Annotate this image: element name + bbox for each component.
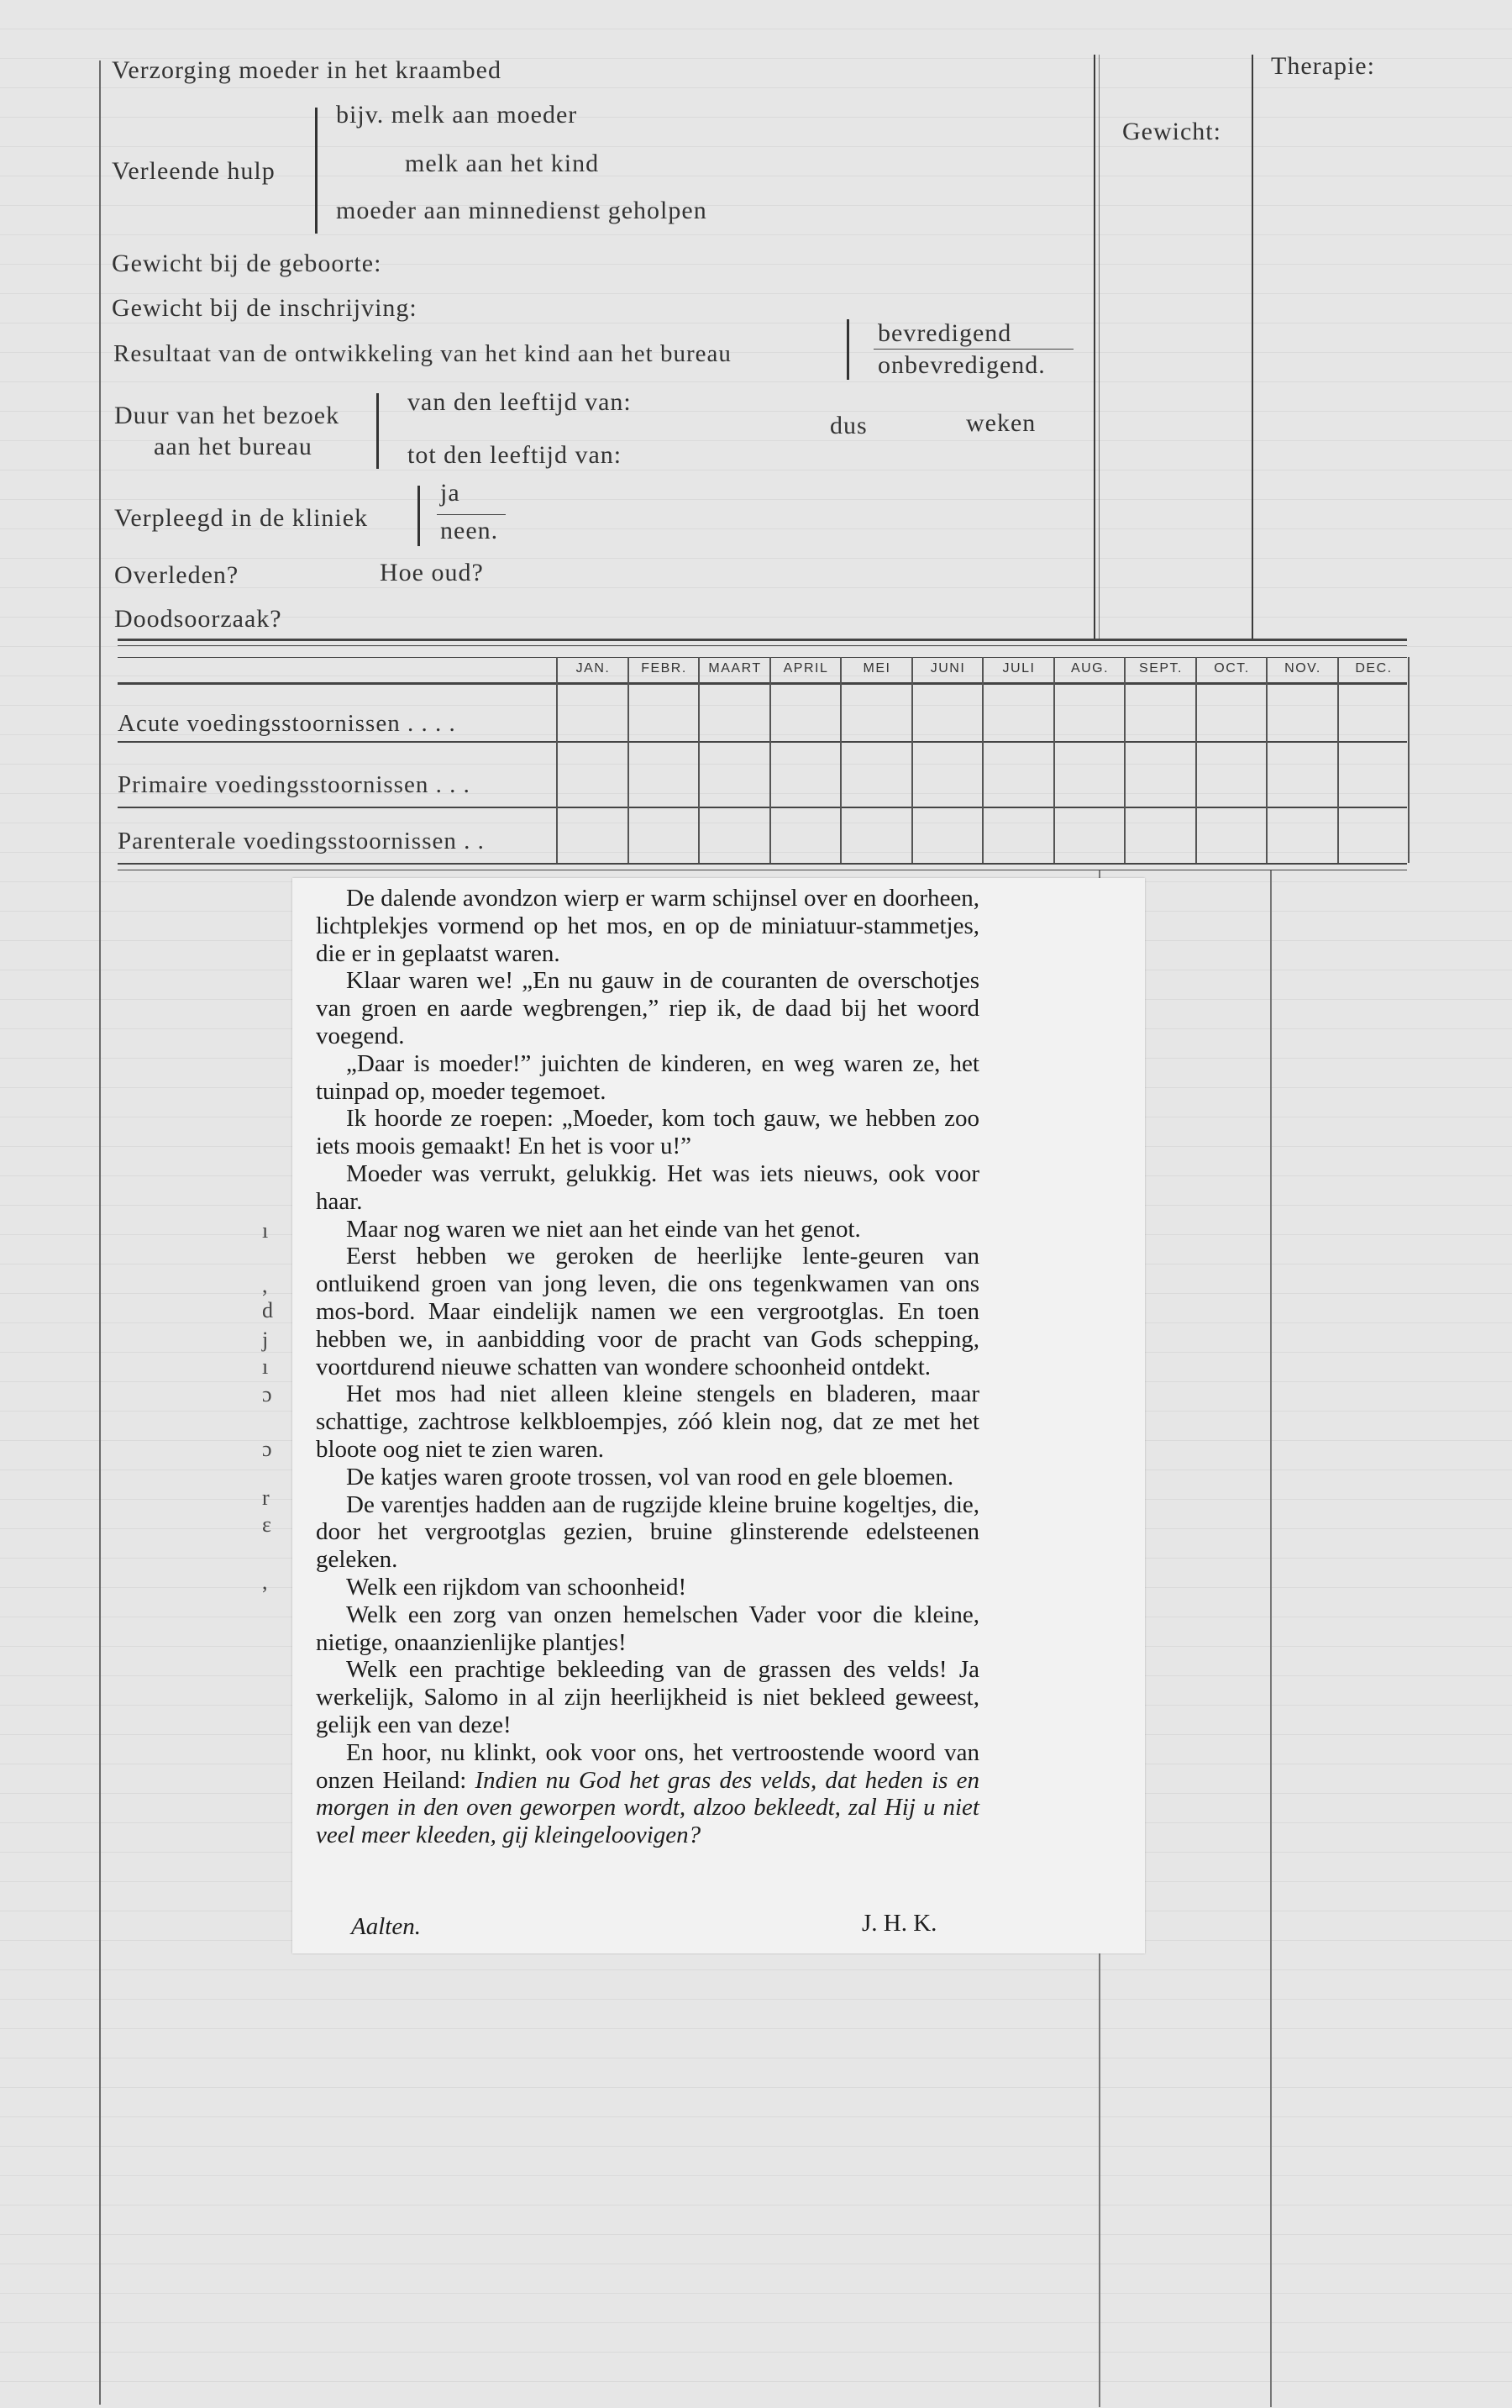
gewicht-column-header: Gewicht: (1122, 118, 1221, 145)
article-paragraph: Welk een zorg van onzen hemelschen Vader voor die kleine, nietige, onaanzienlijke plantjes! (316, 1601, 979, 1656)
duur-brace (376, 393, 379, 469)
month-header-2: FEBR. (641, 661, 687, 676)
margin-mark: r (262, 1485, 270, 1510)
article-last-italic: Indien nu God het gras des velds, dat heden is en morgen in den oven geworpen wordt, alzoo bekleedt, zal Hij u niet veel meer kleeden, gij kleingeloovigen? (316, 1766, 979, 1849)
article-paragraph: Het mos had niet alleen kleine stengels en bladeren, maar schattige, zachtrose kelkbloempjes, zóó klein nog, dat ze met het bloote oog niet te zien waren. (316, 1380, 979, 1463)
row-rule-2 (118, 807, 1407, 808)
month-header-3: MAART (708, 661, 762, 676)
month-column-rule (1195, 657, 1197, 863)
weken-label: weken (966, 409, 1037, 437)
article-signature: J. H. K. (862, 1910, 937, 1937)
overleden-label: Overleden? (114, 561, 239, 589)
hulp-brace (315, 108, 318, 234)
therapie-column-rule (1252, 55, 1253, 639)
verpleegd-option-ja: ja (440, 479, 460, 507)
table-row-primaire: Primaire voedingsstoornissen . . . (118, 771, 470, 798)
month-column-rule (1053, 657, 1055, 863)
month-header-6: JUNI (930, 661, 966, 676)
verpleegd-label: Verpleegd in de kliniek (114, 504, 369, 532)
article-text (316, 885, 979, 1849)
month-column-rule (698, 657, 700, 863)
table-top-rule (118, 639, 1407, 641)
article-paragraph: De katjes waren groote trossen, vol van rood en gele bloemen. (346, 1463, 954, 1491)
tot-leeftijd-label: tot den leeftijd van: (407, 441, 622, 469)
month-header-11: NOV. (1284, 661, 1321, 676)
month-header-5: MEI (863, 661, 891, 676)
article-paragraph: Welk een rijkdom van schoonheid! (346, 1573, 687, 1601)
article-paragraph: Welk een prachtige bekleeding van de grassen des velds! Ja werkelijk, Salomo in al zijn heerlijkheid is niet bekleed geweest, gelijk een van deze! (316, 1656, 979, 1738)
month-column-rule (840, 657, 842, 863)
article-paragraph: Eerst hebben we geroken de heerlijke lente-geuren van ontluikend groen van jong leven, die ons tegenkwamen van ons mos-bord. Maar eindelijk namen we een vergrootglas. En toen hebben we, in aanbidding voor de pracht van Gods schepping, voortdurend nieuwe schatten van wondere schoonheid ontdekt. (316, 1243, 979, 1380)
article-place: Aalten. (351, 1913, 421, 1940)
dus-label: dus (830, 412, 868, 439)
margin-mark: , (262, 1569, 268, 1594)
row-rule-1 (118, 741, 1407, 743)
verpleegd-brace (417, 486, 420, 546)
month-header-9: SEPT. (1139, 661, 1183, 676)
article-paragraph-last (316, 1739, 979, 1849)
verpleegd-divider (437, 514, 506, 515)
article-paragraph: „Daar is moeder!” juichten de kinderen, en weg waren ze, het tuinpad op, moeder tegemoet. (316, 1049, 979, 1105)
resultaat-brace (847, 319, 849, 380)
resultaat-label: Resultaat van de ontwikkeling van het kind aan het bureau (113, 340, 732, 367)
month-header-7: JULI (1002, 661, 1036, 676)
lower-rule-right (1270, 870, 1272, 2407)
hulp-option-2: melk aan het kind (405, 150, 600, 177)
article-paragraph: Moeder was verrukt, gelukkig. Het was iets nieuws, ook voor haar. (316, 1159, 979, 1215)
margin-mark: j (262, 1328, 269, 1352)
margin-mark: ı (262, 1218, 269, 1243)
month-column-rule (769, 657, 771, 863)
month-header-4: APRIL (783, 661, 829, 676)
month-column-rule (1337, 657, 1339, 863)
doodsoorzaak-label: Doodsoorzaak? (114, 605, 282, 633)
gewicht-column-rule-left (1094, 55, 1095, 639)
month-header-1: JAN. (575, 661, 611, 676)
article-last-plain: En hoor, nu klinkt, ook voor ons, het vertroostende woord van onzen Heiland: (316, 1738, 979, 1794)
month-header-10: OCT. (1214, 661, 1250, 676)
table-row-parenterale: Parenterale voedingsstoornissen . . (118, 828, 485, 854)
margin-mark: , (262, 1273, 268, 1297)
margin-mark: ɔ (262, 1437, 272, 1461)
month-column-rule (627, 657, 629, 863)
van-leeftijd-label: van den leeftijd van: (407, 388, 632, 416)
verpleegd-option-neen: neen. (440, 517, 499, 544)
month-column-rule (556, 657, 558, 863)
table-top-rule-2 (118, 645, 1407, 646)
margin-mark: d (262, 1298, 273, 1322)
table-header-rule (118, 657, 1407, 658)
article-paragraph: De dalende avondzon wierp er warm schijnsel over en doorheen, lichtplekjes vormend op het mos, en op de miniatuur-stammetjes, die er in geplaatst waren. (316, 885, 979, 967)
row-rule-3 (118, 863, 1407, 865)
article-paragraph: Ik hoorde ze roepen: „Moeder, kom toch gauw, we hebben zoo iets moois gemaakt! En het is voor u!” (316, 1105, 979, 1160)
article-paragraph: Klaar waren we! „En nu gauw in de couranten de overschotjes van groen en aarde wegbrengen,” riep ik, de daad bij het woord voegend. (316, 967, 979, 1049)
month-column-rule (982, 657, 984, 863)
resultaat-divider (874, 349, 1074, 350)
therapie-column-header: Therapie: (1271, 52, 1375, 80)
hulp-option-3: moeder aan minnedienst geholpen (336, 197, 707, 224)
table-header-bottom-rule (118, 682, 1407, 685)
verleende-hulp-label: Verleende hulp (112, 157, 276, 185)
gewicht-inschrijving-label: Gewicht bij de inschrijving: (112, 294, 417, 322)
margin-mark: ɔ (262, 1382, 272, 1406)
duur-label-2: aan het bureau (154, 433, 312, 460)
gewicht-geboorte-label: Gewicht bij de geboorte: (112, 250, 382, 277)
month-header-12: DEC. (1355, 661, 1393, 676)
month-column-rule (1408, 657, 1410, 863)
hulp-option-1: bijv. melk aan moeder (336, 101, 578, 129)
resultaat-option-1: bevredigend (878, 319, 1012, 347)
month-header-8: AUG. (1070, 661, 1110, 676)
month-column-rule (1124, 657, 1126, 863)
left-margin-rule (99, 60, 101, 2405)
table-row-acute: Acute voedingsstoornissen . . . . (118, 710, 456, 737)
duur-label-1: Duur van het bezoek (114, 402, 340, 429)
margin-mark: ɛ (262, 1512, 271, 1537)
gewicht-column-rule-left-2 (1099, 55, 1100, 639)
article-paragraph: De varentjes hadden aan de rugzijde kleine bruine kogeltjes, die, door het vergrootglas gezien, bruine glinsterende edelsteenen geleken. (316, 1491, 979, 1574)
article-paragraph: Maar nog waren we niet aan het einde van het genot. (346, 1215, 861, 1243)
margin-mark: ı (262, 1354, 269, 1379)
verzorging-label: Verzorging moeder in het kraambed (112, 56, 501, 84)
newspaper-clipping (292, 878, 1145, 1953)
resultaat-option-2: onbevredigend. (878, 351, 1046, 379)
month-column-rule (911, 657, 913, 863)
hoe-oud-label: Hoe oud? (380, 559, 484, 586)
month-column-rule (1266, 657, 1268, 863)
